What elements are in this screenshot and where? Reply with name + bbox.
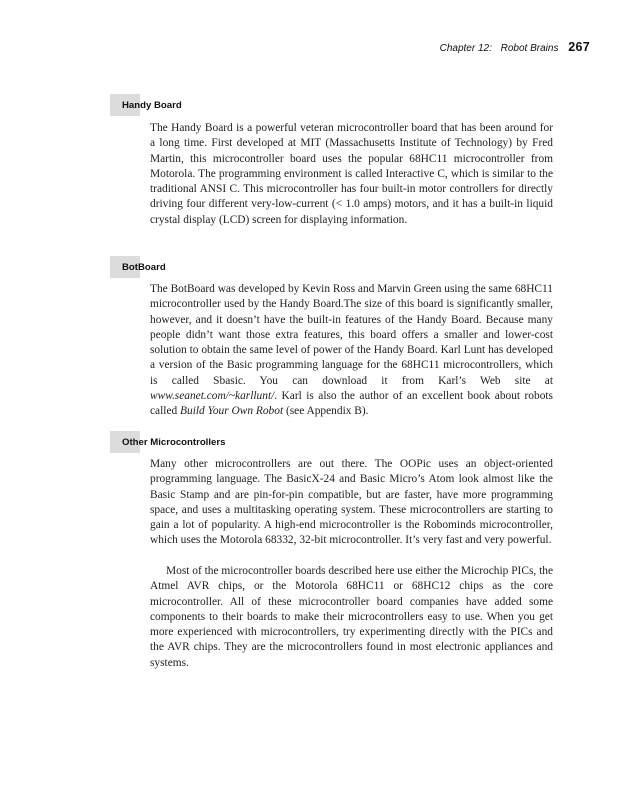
botboard-text-1: The BotBoard was developed by Kevin Ross and Marvin Green using the same 68HC11 microcontroller used by the Handy Board.The size of this board is significantly smaller, however, and it doesn’t have the built-in features of the Handy Board. Because many people didn’t want those extra features, this board offers a smaller and lower-cost solution to obtain the same level of power of the Handy Board. Karl Lunt has developed a version of the Basic programming language for the 68HC11 microcontrollers, which is called Sbasic. You can download it from Karl’s Web site at <box>150 283 553 387</box>
section-heading-other-microcontrollers: Other Microcontrollers <box>122 437 226 448</box>
paragraph-botboard <box>150 282 553 420</box>
running-head <box>440 40 590 54</box>
botboard-text-2: . Karl is also the author of an excellent book about robots called <box>150 390 553 418</box>
section-heading-handy-board: Handy Board <box>122 100 182 111</box>
karllunt-url: www.seanet.com/~karllunt/ <box>150 390 275 403</box>
section-heading-botboard: BotBoard <box>122 262 166 273</box>
page-number: 267 <box>568 40 590 54</box>
paragraph-handy-board: The Handy Board is a powerful veteran microcontroller board that has been around for a long time. First developed at MIT (Massachusetts Institute of Technology) by Fred Martin, this microcontroller board uses the popular 68HC11 microcontroller from Motorola. The programming environment is called Interactive C, which is similar to the traditional ANSI C. This microcontroller has four built-in motor controllers for directly driving four different very-low-current (< 1.0 amps) motors, and it has a built-in liquid crystal display (LCD) screen for displaying information. <box>150 122 553 226</box>
chapter-title: Robot Brains <box>500 43 559 54</box>
paragraph-other-microcontrollers-1: Many other microcontrollers are out there. The OOPic uses an object-oriented programming language. The BasicX-24 and Basic Micro’s Atom look almost like the Basic Stamp and are pin-for-pin compatible, but are faster, have more programming space, and uses a multitasking operating system. These microcontrollers are starting to gain a lot of popularity. A high-end microcontroller is the Robominds microcontroller, which uses the Motorola 68332, 32-bit microcontroller. It’s very fast and very powerful. <box>150 458 553 547</box>
botboard-text-3: (see Appendix B). <box>283 405 369 418</box>
chapter-label: Chapter 12: <box>439 43 492 54</box>
book-title: Build Your Own Robot <box>180 405 284 418</box>
paragraph-other-microcontrollers-2: Most of the microcontroller boards described here use either the Microchip PICs, the Atmel AVR chips, or the Motorola 68HC11 or 68HC12 chips as the core microcontroller. All of these microcontroller board companies have added some components to their boards to make their microcontrollers easy to use. When you get more experienced with microcontrollers, try experimenting directly with the PICs and the AVR chips. They are the microcontrollers found in most electronic appliances and systems. <box>150 565 553 669</box>
